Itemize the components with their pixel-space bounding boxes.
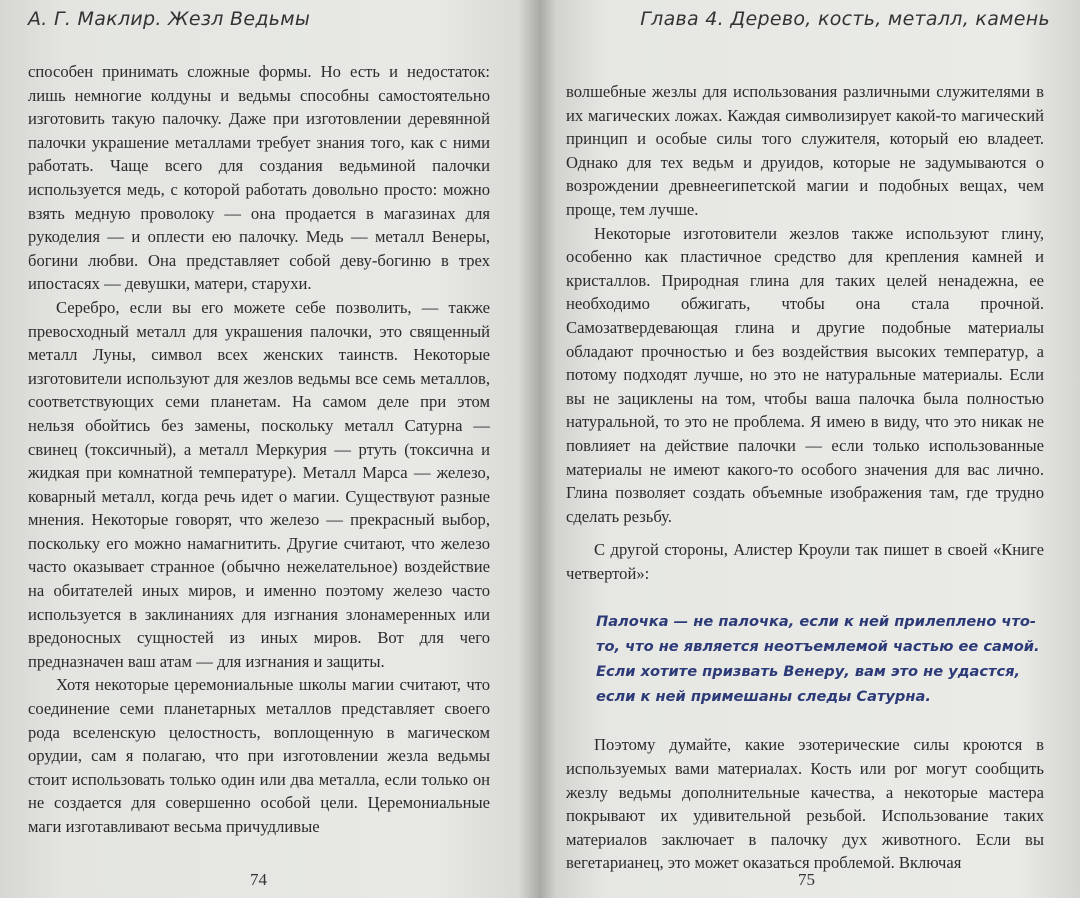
page-number-left: 74 bbox=[250, 870, 267, 889]
paragraph: Некоторые изготовители жезлов также используют глину, особенно как пластичное средство для крепления камней и кристаллов. Природная глина для таких целей ненадежна, ее необходимо обжигать, чтобы она стала прочной. Самозатвердевающая глина и другие подобные материалы обладают прочностью и без воздействия высоких температур, а потому подходят лучше, но это не натуральные материалы. Если вы не зациклены на том, чтобы ваша палочка была полностью натуральной, то это не проблема. Я имею в виду, что это никак не повлияет на действие палочки — если только использованные материалы не имеют какого-то особого значения для вас лично. Глина позволяет создать объемные изображения там, где трудно сделать резьбу. bbox=[566, 223, 1044, 526]
running-header-right: Глава 4. Дерево, кость, металл, камень bbox=[640, 8, 1050, 30]
left-page bbox=[0, 0, 518, 898]
right-page-body bbox=[566, 80, 1044, 875]
block-quote: Палочка — не палочка, если к ней прилеплено что-то, что не является неотъемлемой частью ее самой. Если хотите призвать Венеру, вам это не удастся, если к ней примешаны следы Сатурна. bbox=[596, 613, 1040, 706]
right-page bbox=[540, 0, 1080, 898]
paragraph: волшебные жезлы для использования различными служителями в их магических ложах. Каждая символизирует какой-то магический принцип и особые силы того служителя, который ею владеет. Однако для тех ведьм и друидов, которые не задумываются о возрождении древнеегипетской магии и подобных вещах, чем проще, тем лучше. bbox=[566, 82, 1044, 219]
paragraph: Поэтому думайте, какие эзотерические силы кроются в используемых вами материалах. Кость или рог могут сообщить жезлу ведьмы дополнительные качества, а некоторые мастера покрывают их удивительной резьбой. Использование таких материалов заключает в палочку дух животного. Если вы вегетарианец, это может оказаться проблемой. Включая bbox=[566, 735, 1044, 873]
running-header-left: А. Г. Маклир. Жезл Ведьмы bbox=[28, 8, 311, 30]
paragraph: Хотя некоторые церемониальные школы магии считают, что соединение семи планетарных металлов представляет своего рода вселенскую целостность, воплощенную в магическом орудии, сам я полагаю, что при изготовлении жезла ведьмы стоит использовать только один или два металла, если только он не создается для совершенно особой цели. Церемониальные маги изготавливают весьма причудливые bbox=[28, 675, 490, 836]
page-number-right: 75 bbox=[798, 870, 815, 889]
paragraph: С другой стороны, Алистер Кроули так пишет в своей «Книге четвертой»: bbox=[566, 540, 1044, 583]
paragraph: Серебро, если вы его можете себе позволить, — также превосходный металл для украшения палочки, это священный металл Луны, символ всех женских таинств. Некоторые изготовители используют для жезлов ведьмы все семь металлов, соответствующих семи планетам. На самом деле при этом нельзя обойтись без замены, поскольку металл Сатурна — свинец (токсичный), а металл Меркурия — ртуть (токсична и жидкая при комнатной температуре). Металл Марса — железо, коварный металл, когда речь идет о магии. Существуют разные мнения. Некоторые говорят, что железо — прекрасный выбор, поскольку его можно намагнитить. Другие считают, что железо часто оказывает странное (обычно нежелательное) воздействие на обитателей иных миров, и именно поэтому железо часто используется в заклинаниях для изгнания злонамеренных или вредоносных сущностей из иных миров. Вот для чего предназначен ваш атам — для изгнания и защиты. bbox=[28, 297, 490, 671]
paragraph: способен принимать сложные формы. Но есть и недостаток: лишь немногие колдуны и ведьмы способны самостоятельно изготовить такую палочку. Даже при изготовлении деревянной палочки украшение металлами требует знания того, как с ними работать. Чаще всего для создания ведьминой палочки используется медь, с которой работать довольно просто: можно взять медную проволоку — она продается в магазинах для рукоделия — и оплести ею палочку. Медь — металл Венеры, богини любви. Она представляет собой деву-богиню в трех ипостасях — девушки, матери, старухи. bbox=[28, 62, 490, 294]
left-page-body bbox=[28, 60, 490, 839]
